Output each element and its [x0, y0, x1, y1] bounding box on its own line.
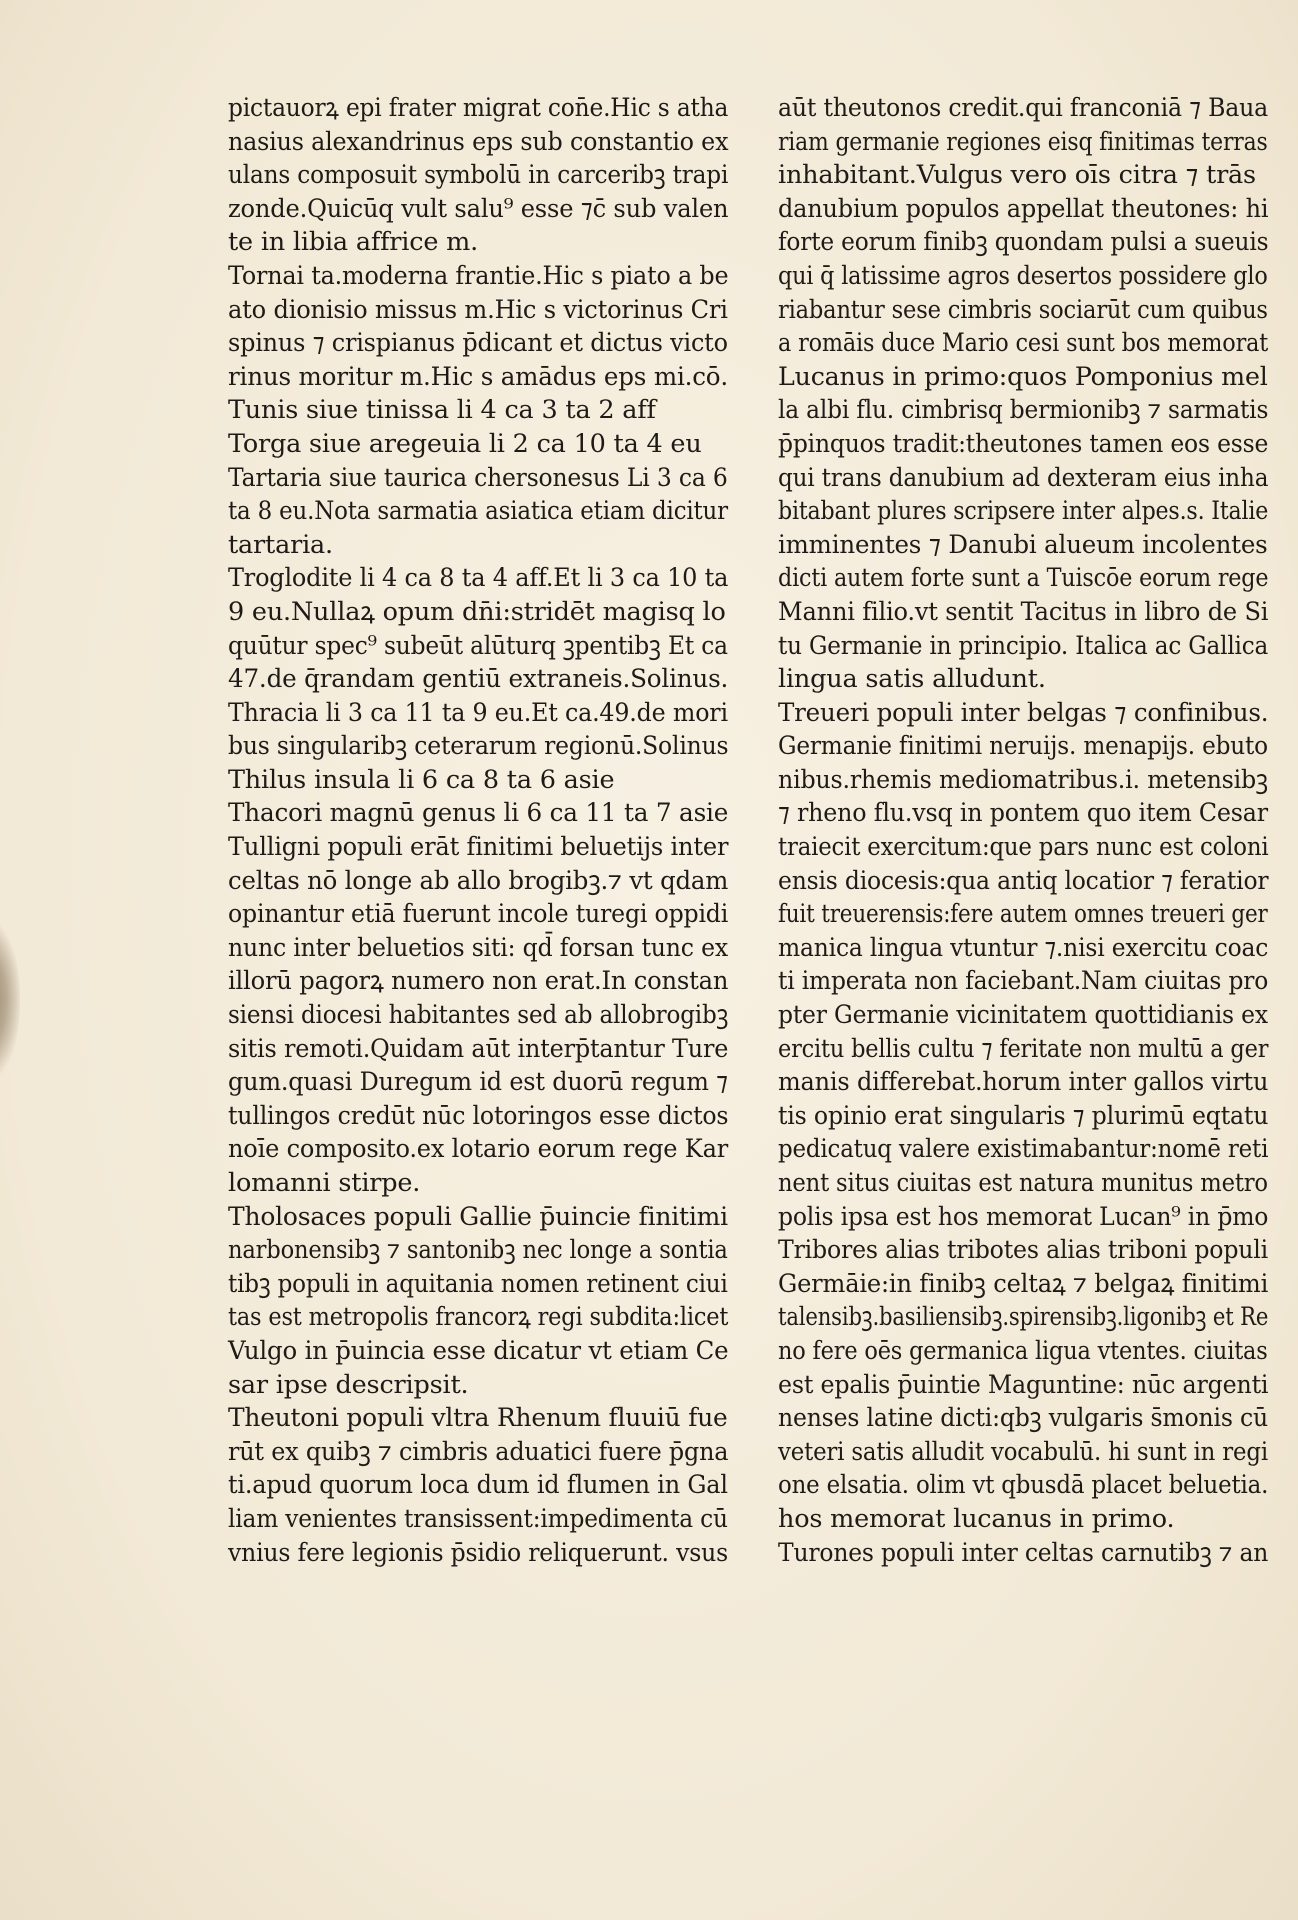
text-line: Thilus insula li 6 ca 8 ta 6 asie — [228, 764, 615, 795]
text-line: bus singularibꝫ ceterarum regionū.Solinus — [228, 731, 729, 762]
text-line: danubium populos appellat theutones: hi — [778, 193, 1269, 224]
text-line: veteri satis alludit vocabulū. hi sunt in regi — [778, 1436, 1268, 1467]
text-line: ercitu bellis cultu ⁊ feritate non multū a ger — [778, 1033, 1269, 1064]
text-line: ta 8 eu.Nota sarmatia asiatica etiam dicitur — [228, 496, 728, 527]
text-line: aūt theutonos credit.qui franconiā ⁊ Baua — [778, 93, 1269, 123]
text-line: Tunis siue tinissa li 4 ca 3 ta 2 aff — [228, 395, 656, 426]
text-line: ⁊ rheno flu.vsq in pontem quo item Cesar — [778, 798, 1268, 829]
text-line: polis ipsa est hos memorat Lucan⁹ in p̄mo — [778, 1201, 1269, 1232]
text-line: liam venientes transissent:impedimenta cū — [228, 1503, 728, 1534]
right-column — [778, 92, 1268, 1570]
text-line: tas est metropolis francorꝝ regi subdita:licet — [228, 1302, 729, 1333]
text-line: Germanie finitimi neruijs. menapijs. ebuto — [778, 731, 1268, 762]
text-line: rinus moritur m.Hic s amādus eps mi.cō. — [228, 361, 729, 392]
text-line: illorū pagorꝝ numero non erat.In constan — [228, 966, 729, 997]
text-line: no fere oēs germanica ligua vtentes. ciuitas — [778, 1335, 1268, 1366]
text-line: a romāis duce Mario cesi sunt bos memorat — [778, 328, 1269, 359]
text-line: celtas nō longe ab allo brogibꝫ.⁊ vt qdam — [228, 865, 729, 896]
text-line: pictauorꝝ epi frater migrat con̄e.Hic s atha — [228, 93, 729, 123]
text-line: nunc inter beluetios siti: qd̄ forsan tunc ex — [228, 932, 728, 963]
text-line: lomanni stirpe. — [228, 1168, 421, 1198]
text-line: te in libia affrice m. — [228, 227, 479, 258]
text-line: riabantur sese cimbris sociarūt cum quibus — [778, 294, 1268, 325]
text-line: manica lingua vtuntur ⁊.nisi exercitu coac — [778, 932, 1269, 963]
text-line: Lucanus in primo:quos Pomponius mel — [778, 361, 1268, 392]
text-line: Germāie:in finibꝫ celtaꝝ ⁊ belgaꝝ finitimi — [778, 1268, 1269, 1299]
text-line: nasius alexandrinus eps sub constantio ex — [228, 126, 729, 157]
text-line: p̄pinquos tradit:theutones tamen eos esse — [778, 428, 1269, 459]
text-line: hos memorat lucanus in primo. — [778, 1503, 1175, 1534]
text-line: spinus ⁊ crispianus p̄dicant et dictus victo — [228, 328, 728, 359]
text-line: est epalis p̄uintie Maguntine: nūc argenti — [778, 1369, 1269, 1400]
text-line: forte eorum finibꝫ quondam pulsi a sueuis — [778, 227, 1269, 258]
text-line: traiecit exercitum:que pars nunc est coloni — [778, 832, 1269, 863]
text-line: inhabitant.Vulgus vero oīs citra ⁊ trās — [778, 160, 1256, 191]
text-line: sitis remoti.Quidam aūt interp̄tantur Ture — [228, 1033, 729, 1064]
text-line: gum.quasi Duregum id est duorū regum ⁊ — [228, 1067, 728, 1098]
text-line: Turones populi inter celtas carnutibꝫ ⁊ an — [778, 1537, 1269, 1568]
text-line: tartaria. — [228, 529, 333, 560]
text-line: opinantur etiā fuerunt incole turegi oppidi — [228, 899, 729, 930]
text-line: ulans composuit symbolū in carceribꝫ trapi — [228, 160, 729, 191]
text-line: qui q̄ latissime agros desertos possidere glo — [778, 260, 1268, 291]
text-line: Thracia li 3 ca 11 ta 9 eu.Et ca.49.de mori — [228, 697, 728, 728]
text-line: tullingos credūt nūc lotoringos esse dictos — [228, 1100, 729, 1131]
text-line: noīe composito.ex lotario eorum rege Kar — [228, 1134, 729, 1165]
text-line: lingua satis alludunt. — [778, 664, 1046, 695]
text-line: talensibꝫ.basiliensibꝫ.spirensibꝫ.ligonibꝫ et Re — [778, 1302, 1269, 1333]
text-line: Troglodite li 4 ca 8 ta 4 aff.Et li 3 ca 10 ta — [228, 563, 729, 594]
text-line: Theutoni populi vltra Rhenum fluuiū fue — [228, 1403, 728, 1434]
text-line: nenses latine dicti:qbꝫ vulgaris s̄monis cū — [778, 1403, 1268, 1434]
text-line: narbonensibꝫ ⁊ santonibꝫ nec longe a sontia — [228, 1235, 728, 1266]
text-line: imminentes ⁊ Danubi alueum incolentes — [778, 529, 1268, 560]
text-line: Torga siue aregeuia li 2 ca 10 ta 4 eu — [228, 428, 702, 459]
text-line: ensis diocesis:qua antiq locatior ⁊ feratior — [778, 865, 1269, 896]
text-line: ti imperata non faciebant.Nam ciuitas pro — [778, 966, 1269, 997]
text-line: quūtur spec⁹ subeūt alūturq ꝫpentibꝫ Et ca — [228, 630, 728, 661]
text-line: one elsatia. olim vt qbusdā placet beluetia. — [778, 1470, 1269, 1501]
thumb-shadow-image — [0, 920, 20, 1080]
text-line: nibus.rhemis mediomatribus.i. metensibꝫ — [778, 764, 1268, 795]
left-column — [228, 92, 728, 1570]
text-line: siensi diocesi habitantes sed ab allobrogibꝫ — [228, 1000, 729, 1031]
text-line: Tartaria siue taurica chersonesus Li 3 ca 6 — [228, 462, 728, 493]
text-line: sar ipse descripsit. — [228, 1369, 469, 1400]
text-line: Vulgo in p̄uincia esse dicatur vt etiam Ce — [228, 1335, 729, 1366]
text-line: nent situs ciuitas est natura munitus metro — [778, 1168, 1268, 1198]
text-line: 47.de q̄randam gentiū extraneis.Solinus. — [228, 664, 729, 695]
text-line: qui trans danubium ad dexteram eius inha — [778, 462, 1269, 493]
text-line: Thacori magnū genus li 6 ca 11 ta 7 asie — [228, 798, 729, 829]
text-line: pter Germanie vicinitatem quottidianis ex — [778, 1000, 1268, 1031]
text-line: Tulligni populi erāt finitimi beluetijs inter — [228, 832, 729, 863]
text-line: Treueri populi inter belgas ⁊ confinibus. — [778, 697, 1269, 728]
text-line: Tribores alias tribotes alias triboni populi — [778, 1235, 1269, 1266]
text-line: tu Germanie in principio. Italica ac Gallica — [778, 630, 1269, 661]
text-line: rūt ex quibꝫ ⁊ cimbris aduatici fuere p̄gna — [228, 1436, 729, 1467]
text-line: riam germanie regiones eisq finitimas terras — [778, 126, 1268, 157]
text-line: Tholosaces populi Gallie p̄uincie finitimi — [228, 1201, 728, 1232]
text-line: bitabant plures scripsere inter alpes.s. Italie — [778, 496, 1269, 527]
text-line: fuit treuerensis:fere autem omnes treueri ger — [778, 899, 1268, 930]
text-line: ato dionisio missus m.Hic s victorinus Cri — [228, 294, 728, 325]
text-line: la albi flu. cimbrisq bermionibꝫ ⁊ sarmatis — [778, 395, 1269, 426]
text-line: vnius fere legionis p̄sidio reliquerunt. vsus — [228, 1537, 728, 1568]
text-line: ti.apud quorum loca dum id flumen in Gal — [228, 1470, 728, 1501]
text-line: Tornai ta.moderna frantie.Hic s piato a be — [228, 260, 729, 291]
text-line: pedicatuq valere existimabantur:nomē reti — [778, 1134, 1269, 1165]
text-line: Manni filio.vt sentit Tacitus in libro de Si — [778, 596, 1269, 627]
text-line: dicti autem forte sunt a Tuiscōe eorum rege — [778, 563, 1269, 594]
text-line: manis differebat.horum inter gallos virtu — [778, 1067, 1269, 1098]
text-line: zonde.Quicūq vult salu⁹ esse ⁊c̄ sub valen — [228, 193, 729, 224]
text-line: tibꝫ populi in aquitania nomen retinent ciui — [228, 1268, 728, 1299]
text-line: tis opinio erat singularis ⁊ plurimū eqtatu — [778, 1100, 1269, 1131]
text-line: 9 eu.Nullaꝝ opum dn̄i:stridēt magisq lo — [228, 596, 726, 627]
